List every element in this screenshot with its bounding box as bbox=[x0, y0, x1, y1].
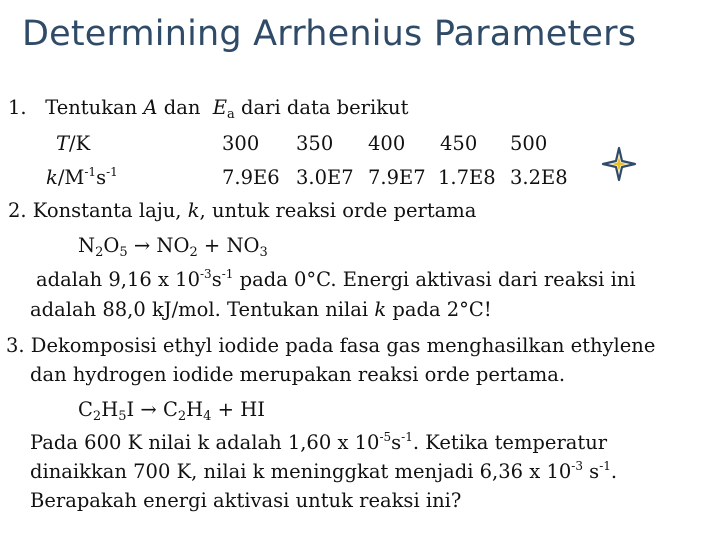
question-2-line-3 bbox=[36, 268, 636, 292]
row1-var: T bbox=[56, 132, 70, 155]
eq-plus: + bbox=[203, 234, 221, 257]
question-3-line-6: Berapakah energi aktivasi untuk reaksi ini? bbox=[30, 489, 462, 512]
q3-l5-a: dinaikkan 700 K, nilai k meninggkat menjadi 6,36 x 10 bbox=[30, 460, 572, 483]
eq3-plus: + bbox=[217, 398, 234, 421]
q3-l4-b: . Ketika temperatur bbox=[412, 431, 608, 454]
q2-var-k: k bbox=[187, 199, 200, 222]
row2-s: s bbox=[96, 166, 107, 189]
table-row-1-label bbox=[56, 132, 90, 156]
eq-p2-sub: 3 bbox=[259, 245, 268, 260]
table-row-1-value: 500 bbox=[510, 132, 548, 155]
q2-post: , untuk reaksi orde pertama bbox=[199, 199, 477, 222]
eq3-hi: HI bbox=[240, 398, 265, 421]
q2-l3-a: adalah 9,16 x 10 bbox=[36, 268, 200, 291]
q3-l4-sup1: -5 bbox=[379, 430, 392, 444]
table-row-2-value: 3.2E8 bbox=[510, 166, 568, 189]
q2-l3-b: pada 0°C. Energi aktivasi dari reaksi ini bbox=[233, 268, 636, 291]
q3-l5-sup1: -3 bbox=[571, 459, 583, 473]
table-row-1-value: 450 bbox=[440, 132, 478, 155]
question-3-equation bbox=[78, 398, 265, 422]
table-row-2-value: 7.9E6 bbox=[222, 166, 280, 189]
q3-l5-s: s bbox=[582, 460, 600, 483]
q2-l3-sup1: -3 bbox=[199, 267, 212, 281]
q3-l5-b: . bbox=[610, 460, 618, 483]
q2-l4-k: k bbox=[374, 298, 387, 321]
q1-var-e-sub: a bbox=[227, 107, 235, 122]
eq-p1: NO bbox=[156, 234, 190, 257]
q2-l3-sup2: -1 bbox=[221, 267, 234, 281]
row1-unit: /K bbox=[69, 132, 91, 155]
arrow-icon: → bbox=[133, 234, 151, 257]
row2-var: k bbox=[46, 166, 58, 189]
row2-unit: /M bbox=[57, 166, 85, 189]
eq3-c2: C bbox=[162, 398, 178, 421]
question-3-line-1: 3. Dekomposisi ethyl iodide pada fasa gas menghasilkan ethylene bbox=[6, 334, 656, 357]
question-3-line-5 bbox=[30, 460, 617, 484]
eq-n: N bbox=[78, 234, 96, 257]
table-row-2-value: 1.7E8 bbox=[438, 166, 496, 189]
arrow-icon: → bbox=[140, 398, 157, 421]
q3-l5-sup2: -1 bbox=[599, 459, 611, 473]
q2-l4-b: pada 2°C! bbox=[392, 298, 492, 321]
table-row-2-value: 3.0E7 bbox=[296, 166, 354, 189]
q1-dan: dan bbox=[163, 96, 201, 119]
question-2-line-4 bbox=[30, 298, 492, 322]
page-title: Determining Arrhenius Parameters bbox=[22, 14, 637, 54]
row2-sup2: -1 bbox=[106, 165, 118, 179]
table-row-1-value: 400 bbox=[368, 132, 406, 155]
q3-l4-sup2: -1 bbox=[401, 430, 413, 444]
table-row-1-value: 300 bbox=[222, 132, 260, 155]
eq-n-sub: 2 bbox=[95, 245, 104, 260]
q1-var-a: A bbox=[143, 96, 158, 119]
table-row-1-value: 350 bbox=[296, 132, 334, 155]
eq3-h2-sub: 4 bbox=[203, 409, 212, 424]
q2-l3-s: s bbox=[211, 268, 222, 291]
eq3-h2: H bbox=[186, 398, 204, 421]
eq3-h-sub: 5 bbox=[118, 409, 127, 424]
q2-l4-a: adalah 88,0 kJ/mol. Tentukan nilai bbox=[30, 298, 369, 321]
eq3-i: I bbox=[126, 398, 135, 421]
eq-o: O bbox=[103, 234, 120, 257]
question-2-line-1 bbox=[8, 199, 476, 223]
question-3-line-2: dan hydrogen iodide merupakan reaksi orde pertama. bbox=[30, 363, 566, 386]
q1-var-e: E bbox=[212, 96, 228, 119]
q1-post: dari data berikut bbox=[241, 96, 409, 119]
question-2-equation bbox=[78, 234, 268, 258]
table-row-2-label bbox=[46, 166, 118, 190]
table-row-2-value: 7.9E7 bbox=[368, 166, 426, 189]
four-point-star-icon bbox=[601, 146, 637, 182]
question-1 bbox=[8, 96, 408, 120]
q1-number: 1. bbox=[8, 96, 27, 119]
eq-o-sub: 5 bbox=[119, 245, 128, 260]
question-3-line-4 bbox=[30, 431, 607, 455]
eq3-c-sub: 2 bbox=[92, 409, 102, 424]
q2-pre: 2. Konstanta laju, bbox=[8, 199, 182, 222]
eq3-c: C bbox=[78, 398, 93, 421]
q3-l4-s: s bbox=[391, 431, 402, 454]
eq-p1-sub: 2 bbox=[189, 245, 198, 260]
eq3-h: H bbox=[101, 398, 119, 421]
eq-p2: NO bbox=[226, 234, 260, 257]
eq3-c2-sub: 2 bbox=[177, 409, 187, 424]
q3-l4-a: Pada 600 K nilai k adalah 1,60 x 10 bbox=[30, 431, 380, 454]
q1-pre: Tentukan bbox=[45, 96, 138, 119]
row2-sup1: -1 bbox=[84, 165, 97, 179]
